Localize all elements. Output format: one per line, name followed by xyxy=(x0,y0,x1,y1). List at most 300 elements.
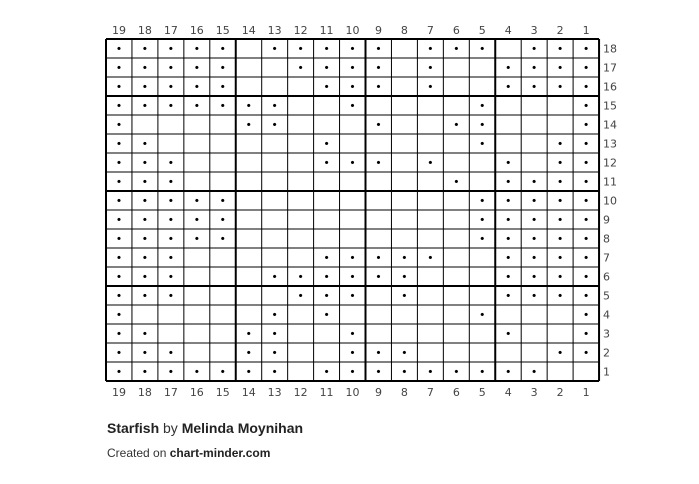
chart-cell xyxy=(236,229,262,248)
chart-cell xyxy=(340,115,366,134)
chart-cell xyxy=(495,39,521,58)
stitch-dot: • xyxy=(530,42,538,56)
stitch-dot: • xyxy=(245,365,252,379)
stitch-dot: • xyxy=(115,308,123,322)
stitch-dot: • xyxy=(427,61,434,75)
column-number-top: 10 xyxy=(345,24,360,37)
stitch-dot: • xyxy=(297,42,304,56)
stitch-dot: • xyxy=(453,175,460,189)
stitch-dot: • xyxy=(375,61,382,75)
column-number-bottom: 5 xyxy=(478,386,486,399)
stitch-dot: • xyxy=(219,99,227,113)
stitch-dot: • xyxy=(115,270,123,284)
stitch-dot: • xyxy=(141,137,149,151)
stitch-dot: • xyxy=(427,365,434,379)
chart-cell xyxy=(340,191,366,210)
stitch-dot: • xyxy=(141,42,149,56)
stitch-dot: • xyxy=(349,80,356,94)
chart-cell xyxy=(210,305,236,324)
chart-cell xyxy=(184,115,210,134)
chart-cell xyxy=(184,305,210,324)
chart-cell xyxy=(391,229,417,248)
stitch-dot: • xyxy=(453,42,460,56)
chart-cell xyxy=(443,210,469,229)
stitch-dot: • xyxy=(349,289,356,303)
chart-cell xyxy=(236,58,262,77)
site-link[interactable]: chart-minder.com xyxy=(169,446,271,460)
chart-cell xyxy=(521,115,547,134)
chart-cell xyxy=(469,77,495,96)
stitch-dot: • xyxy=(219,80,227,94)
stitch-dot: • xyxy=(141,346,149,360)
chart-cell xyxy=(495,134,521,153)
chart-cell xyxy=(443,324,469,343)
chart-cell xyxy=(288,134,314,153)
stitch-dot: • xyxy=(167,270,175,284)
column-number-top: 1 xyxy=(582,24,590,37)
chart-cell xyxy=(443,248,469,267)
stitch-dot: • xyxy=(193,61,201,75)
chart-cell xyxy=(366,286,392,305)
chart-cell xyxy=(210,172,236,191)
credit-line xyxy=(107,446,270,460)
stitch-dot: • xyxy=(271,270,278,284)
caption-by: by xyxy=(163,420,178,436)
row-number: 6 xyxy=(603,270,611,284)
chart-cell xyxy=(443,343,469,362)
stitch-dot: • xyxy=(193,194,201,208)
chart-cell xyxy=(417,267,443,286)
stitch-dot: • xyxy=(504,175,512,189)
column-number-bottom: 11 xyxy=(319,386,334,399)
chart-cell xyxy=(236,191,262,210)
chart-cell xyxy=(210,324,236,343)
chart-cell xyxy=(184,286,210,305)
chart-cell xyxy=(158,115,184,134)
row-number: 16 xyxy=(603,80,618,94)
chart-cell xyxy=(184,134,210,153)
chart-cell xyxy=(158,305,184,324)
chart-cell xyxy=(210,286,236,305)
row-number: 4 xyxy=(603,308,611,322)
column-number-bottom: 13 xyxy=(267,386,282,399)
stitch-dot: • xyxy=(115,61,123,75)
chart-cell xyxy=(547,115,573,134)
chart-cell xyxy=(340,172,366,191)
chart-cell xyxy=(521,153,547,172)
stitch-dot: • xyxy=(530,232,538,246)
chart-cell xyxy=(262,248,288,267)
stitch-dot: • xyxy=(245,99,252,113)
column-number-bottom: 12 xyxy=(293,386,308,399)
stitch-dot: • xyxy=(375,365,382,379)
stitch-dot: • xyxy=(556,289,564,303)
stitch-dot: • xyxy=(271,308,278,322)
chart-cell xyxy=(184,153,210,172)
stitch-dot: • xyxy=(375,251,382,265)
chart-cell xyxy=(132,305,158,324)
chart-cell xyxy=(366,305,392,324)
stitch-dot: • xyxy=(556,346,564,360)
chart-cell xyxy=(469,286,495,305)
chart-cell xyxy=(547,96,573,115)
stitch-dot: • xyxy=(167,156,175,170)
column-number-top: 16 xyxy=(189,24,204,37)
stitch-dot: • xyxy=(115,99,123,113)
stitch-dot: • xyxy=(582,175,590,189)
row-number: 9 xyxy=(603,213,611,227)
chart-cell xyxy=(314,191,340,210)
chart-cell xyxy=(391,305,417,324)
stitch-dot: • xyxy=(141,61,149,75)
column-number-bottom: 10 xyxy=(345,386,360,399)
stitch-dot: • xyxy=(556,232,564,246)
chart-cell xyxy=(236,210,262,229)
column-number-top: 11 xyxy=(319,24,334,37)
row-number: 1 xyxy=(603,365,611,379)
chart-cell xyxy=(521,305,547,324)
chart-cell xyxy=(288,115,314,134)
stitch-dot: • xyxy=(167,61,175,75)
stitch-dot: • xyxy=(556,251,564,265)
stitch-dot: • xyxy=(323,270,330,284)
column-number-bottom: 3 xyxy=(530,386,538,399)
chart-cell xyxy=(314,324,340,343)
chart-cell xyxy=(288,96,314,115)
chart-cell xyxy=(417,305,443,324)
stitch-dot: • xyxy=(141,365,149,379)
stitch-dot: • xyxy=(219,42,227,56)
stitch-dot: • xyxy=(297,270,304,284)
stitch-dot: • xyxy=(219,365,227,379)
stitch-dot: • xyxy=(504,232,512,246)
stitch-dot: • xyxy=(323,42,330,56)
chart-cell xyxy=(521,343,547,362)
stitch-dot: • xyxy=(582,80,590,94)
chart-cell xyxy=(366,229,392,248)
stitch-dot: • xyxy=(297,289,304,303)
chart-cell xyxy=(236,286,262,305)
row-number: 18 xyxy=(603,42,618,56)
chart-cell xyxy=(469,248,495,267)
stitch-dot: • xyxy=(375,270,382,284)
column-number-bottom: 14 xyxy=(241,386,256,399)
stitch-dot: • xyxy=(115,213,123,227)
stitch-dot: • xyxy=(530,80,538,94)
chart-cell xyxy=(443,153,469,172)
chart-title: Starfish xyxy=(107,420,160,436)
stitch-dot: • xyxy=(504,251,512,265)
stitch-dot: • xyxy=(115,289,123,303)
stitch-dot: • xyxy=(530,175,538,189)
stitch-dot: • xyxy=(453,118,460,132)
chart-cell xyxy=(288,229,314,248)
stitch-dot: • xyxy=(479,137,486,151)
chart-cell xyxy=(443,305,469,324)
chart-cell xyxy=(366,96,392,115)
chart-cell xyxy=(443,96,469,115)
stitch-dot: • xyxy=(504,327,512,341)
stitch-dot: • xyxy=(323,156,330,170)
stitch-dot: • xyxy=(401,346,408,360)
chart-cell xyxy=(236,77,262,96)
chart-cell xyxy=(495,343,521,362)
column-number-bottom: 16 xyxy=(189,386,204,399)
stitch-dot: • xyxy=(115,327,123,341)
chart-cell xyxy=(236,305,262,324)
stitch-dot: • xyxy=(193,232,201,246)
stitch-dot: • xyxy=(167,175,175,189)
stitch-dot: • xyxy=(141,213,149,227)
column-number-top: 7 xyxy=(426,24,434,37)
chart-cell xyxy=(236,267,262,286)
stitch-dot: • xyxy=(556,175,564,189)
stitch-dot: • xyxy=(504,213,512,227)
stitch-dot: • xyxy=(115,365,123,379)
stitch-dot: • xyxy=(115,42,123,56)
stitch-dot: • xyxy=(271,346,278,360)
stitch-dot: • xyxy=(115,118,123,132)
chart-cell xyxy=(210,134,236,153)
stitch-dot: • xyxy=(582,42,590,56)
chart-cell xyxy=(417,191,443,210)
stitch-dot: • xyxy=(479,213,486,227)
chart-cell xyxy=(158,324,184,343)
stitch-dot: • xyxy=(582,194,590,208)
chart-cell xyxy=(391,134,417,153)
row-number: 3 xyxy=(603,327,611,341)
chart-cell xyxy=(184,267,210,286)
stitch-dot: • xyxy=(530,213,538,227)
chart-cell xyxy=(288,324,314,343)
chart-cell xyxy=(417,343,443,362)
chart-cell xyxy=(547,324,573,343)
stitch-dot: • xyxy=(504,365,512,379)
chart-cell xyxy=(288,210,314,229)
stitch-dot: • xyxy=(219,61,227,75)
chart-cell xyxy=(210,248,236,267)
stitch-dot: • xyxy=(349,346,356,360)
stitch-dot: • xyxy=(245,327,252,341)
stitch-dot: • xyxy=(504,80,512,94)
chart-cell xyxy=(340,210,366,229)
column-number-bottom: 17 xyxy=(163,386,178,399)
chart-cell xyxy=(158,134,184,153)
row-number: 11 xyxy=(603,175,618,189)
stitch-dot: • xyxy=(427,80,434,94)
column-number-bottom: 1 xyxy=(582,386,590,399)
stitch-dot: • xyxy=(323,289,330,303)
column-number-top: 17 xyxy=(163,24,178,37)
stitch-dot: • xyxy=(479,42,486,56)
column-number-bottom: 18 xyxy=(137,386,152,399)
chart-cell xyxy=(210,153,236,172)
chart-cell xyxy=(521,324,547,343)
chart-cell xyxy=(288,305,314,324)
chart-cell xyxy=(417,96,443,115)
stitch-dot: • xyxy=(556,213,564,227)
chart-cell xyxy=(495,96,521,115)
row-number: 13 xyxy=(603,137,618,151)
chart-cell xyxy=(469,267,495,286)
stitch-dot: • xyxy=(530,194,538,208)
stitch-dot: • xyxy=(219,213,227,227)
chart-cell xyxy=(417,115,443,134)
stitch-dot: • xyxy=(401,289,408,303)
stitch-dot: • xyxy=(245,346,252,360)
chart-cell xyxy=(288,343,314,362)
chart-cell xyxy=(443,58,469,77)
column-number-bottom: 2 xyxy=(556,386,564,399)
stitch-dot: • xyxy=(167,213,175,227)
column-number-top: 13 xyxy=(267,24,282,37)
chart-cell xyxy=(314,210,340,229)
column-number-top: 2 xyxy=(556,24,564,37)
stitch-dot: • xyxy=(582,232,590,246)
row-number: 5 xyxy=(603,289,611,303)
column-number-bottom: 19 xyxy=(111,386,126,399)
stitch-dot: • xyxy=(193,365,201,379)
chart-cell xyxy=(391,153,417,172)
column-number-top: 6 xyxy=(452,24,460,37)
stitch-dot: • xyxy=(504,270,512,284)
stitch-dot: • xyxy=(141,327,149,341)
chart-cell xyxy=(184,248,210,267)
stitch-dot: • xyxy=(193,213,201,227)
stitch-dot: • xyxy=(193,99,201,113)
stitch-dot: • xyxy=(582,156,590,170)
stitch-dot: • xyxy=(141,80,149,94)
chart-cell xyxy=(417,134,443,153)
chart-cell xyxy=(210,115,236,134)
chart-cell xyxy=(262,191,288,210)
stitch-dot: • xyxy=(582,308,590,322)
chart-cell xyxy=(391,96,417,115)
chart-cell xyxy=(391,39,417,58)
chart-cell xyxy=(340,229,366,248)
chart-cell xyxy=(573,362,599,381)
stitch-dot: • xyxy=(530,270,538,284)
stitch-dot: • xyxy=(504,289,512,303)
chart-cell xyxy=(366,172,392,191)
stitch-dot: • xyxy=(453,365,460,379)
column-number-top: 4 xyxy=(504,24,512,37)
chart-cell xyxy=(391,191,417,210)
chart-cell xyxy=(184,172,210,191)
stitch-dot: • xyxy=(582,251,590,265)
stitch-dot: • xyxy=(504,194,512,208)
chart-cell xyxy=(443,191,469,210)
stitch-dot: • xyxy=(349,251,356,265)
stitch-dot: • xyxy=(349,270,356,284)
stitch-dot: • xyxy=(530,251,538,265)
stitch-dot: • xyxy=(349,61,356,75)
chart-cell xyxy=(314,115,340,134)
stitch-dot: • xyxy=(323,251,330,265)
stitch-dot: • xyxy=(271,118,278,132)
chart-cell xyxy=(417,229,443,248)
stitch-dot: • xyxy=(167,289,175,303)
stitch-dot: • xyxy=(219,232,227,246)
stitch-dot: • xyxy=(479,99,486,113)
stitch-dot: • xyxy=(323,365,330,379)
row-number: 2 xyxy=(603,346,611,360)
stitch-dot: • xyxy=(115,232,123,246)
chart-cell xyxy=(366,191,392,210)
stitch-dot: • xyxy=(349,327,356,341)
chart-cell xyxy=(469,324,495,343)
stitch-dot: • xyxy=(427,42,434,56)
stitch-dot: • xyxy=(582,137,590,151)
column-number-top: 5 xyxy=(478,24,486,37)
stitch-dot: • xyxy=(375,118,382,132)
chart-cell xyxy=(314,229,340,248)
row-number: 8 xyxy=(603,232,611,246)
stitch-dot: • xyxy=(479,118,486,132)
chart-cell xyxy=(262,77,288,96)
chart-cell xyxy=(495,115,521,134)
row-number: 10 xyxy=(603,194,618,208)
chart-cell xyxy=(236,248,262,267)
chart-cell xyxy=(495,305,521,324)
stitch-dot: • xyxy=(167,80,175,94)
stitch-dot: • xyxy=(141,99,149,113)
chart-cell xyxy=(210,267,236,286)
chart-cell xyxy=(366,324,392,343)
column-number-bottom: 15 xyxy=(215,386,230,399)
stitch-dot: • xyxy=(167,99,175,113)
stitch-dot: • xyxy=(323,308,330,322)
chart-cell xyxy=(262,58,288,77)
stitch-dot: • xyxy=(530,365,538,379)
chart-cell xyxy=(469,153,495,172)
stitch-dot: • xyxy=(141,156,149,170)
row-number: 17 xyxy=(603,61,618,75)
chart-cell xyxy=(236,153,262,172)
stitch-dot: • xyxy=(141,251,149,265)
stitch-dot: • xyxy=(115,251,123,265)
chart-cell xyxy=(262,134,288,153)
stitch-dot: • xyxy=(504,156,512,170)
column-number-bottom: 9 xyxy=(374,386,382,399)
stitch-dot: • xyxy=(141,270,149,284)
chart-cell xyxy=(288,362,314,381)
stitch-dot: • xyxy=(271,365,278,379)
stitch-dot: • xyxy=(556,137,564,151)
column-number-bottom: 7 xyxy=(426,386,434,399)
stitch-dot: • xyxy=(167,365,175,379)
chart-cell xyxy=(210,343,236,362)
chart-cell xyxy=(469,58,495,77)
chart-cell xyxy=(236,134,262,153)
chart-cell xyxy=(288,77,314,96)
chart-cell xyxy=(391,172,417,191)
stitch-dot: • xyxy=(427,251,434,265)
stitch-dot: • xyxy=(141,175,149,189)
stitch-dot: • xyxy=(479,308,486,322)
stitch-dot: • xyxy=(582,270,590,284)
stitch-dot: • xyxy=(401,270,408,284)
stitch-dot: • xyxy=(582,61,590,75)
chart-cell xyxy=(547,362,573,381)
column-number-bottom: 6 xyxy=(452,386,460,399)
chart-cell xyxy=(417,210,443,229)
chart-cell xyxy=(236,172,262,191)
chart-cell xyxy=(262,172,288,191)
stitch-dot: • xyxy=(349,156,356,170)
stitch-dot: • xyxy=(245,118,252,132)
stitch-dot: • xyxy=(479,194,486,208)
